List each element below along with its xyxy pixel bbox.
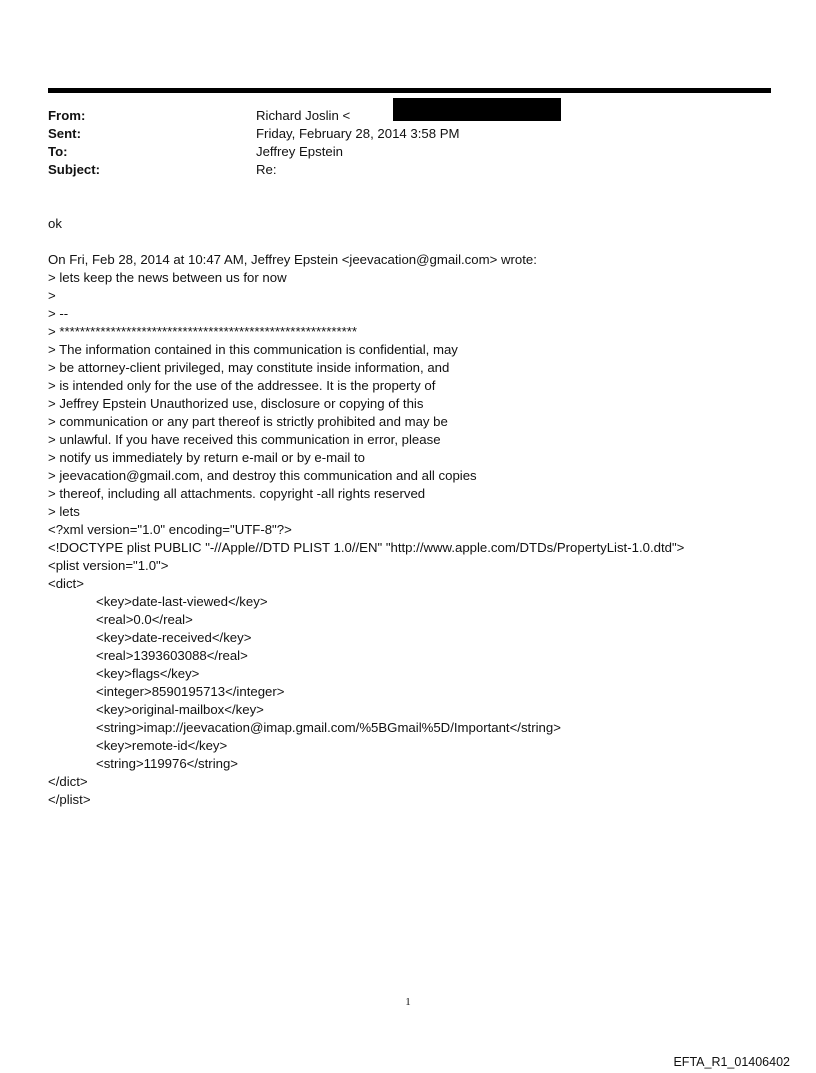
plist-xml xyxy=(48,521,788,809)
quoted-line: > xyxy=(48,288,56,303)
quoted-line: > The information contained in this communication is confidential, may xyxy=(48,342,458,357)
quoted-line: > ********************************************************** xyxy=(48,324,358,339)
subject-row xyxy=(48,161,748,179)
from-value: Richard Joslin < xyxy=(256,108,351,123)
to-value: Jeffrey Epstein xyxy=(256,144,343,159)
redaction-box xyxy=(393,98,561,121)
from-label: From: xyxy=(48,108,86,123)
email-header xyxy=(48,107,748,179)
spacer xyxy=(48,233,788,251)
xml-line: <!DOCTYPE plist PUBLIC "-//Apple//DTD PLIST 1.0//EN" "http://www.apple.com/DTDs/PropertyList-1.0.dtd"> xyxy=(48,540,685,555)
quoted-line: > jeevacation@gmail.com, and destroy this communication and all copies xyxy=(48,468,477,483)
sent-label: Sent: xyxy=(48,126,81,141)
xml-line: <key>date-last-viewed</key> xyxy=(96,594,268,609)
quoted-line: > Jeffrey Epstein Unauthorized use, disclosure or copying of this xyxy=(48,396,424,411)
xml-line: </dict> xyxy=(48,774,88,789)
quoted-line: > communication or any part thereof is strictly prohibited and may be xyxy=(48,414,448,429)
quoted-line: > lets keep the news between us for now xyxy=(48,270,287,285)
email-body xyxy=(48,215,788,809)
xml-line: <?xml version="1.0" encoding="UTF-8"?> xyxy=(48,522,292,537)
xml-line: <key>date-received</key> xyxy=(96,630,252,645)
xml-line: <key>original-mailbox</key> xyxy=(96,702,264,717)
xml-line: <real>0.0</real> xyxy=(96,612,193,627)
xml-line: <plist version="1.0"> xyxy=(48,558,169,573)
to-label: To: xyxy=(48,144,68,159)
quoted-line: > lets xyxy=(48,504,80,519)
xml-line: <dict> xyxy=(48,576,84,591)
quoted-message xyxy=(48,269,788,521)
subject-value: Re: xyxy=(256,162,277,177)
page-number: 1 xyxy=(405,996,411,1008)
xml-line: <string>imap://jeevacation@imap.gmail.com/%5BGmail%5D/Important</string> xyxy=(96,720,561,735)
reply-text: ok xyxy=(48,216,62,231)
xml-line: <key>flags</key> xyxy=(96,666,200,681)
sent-value: Friday, February 28, 2014 3:58 PM xyxy=(256,126,460,141)
xml-line: </plist> xyxy=(48,792,91,807)
to-row xyxy=(48,143,748,161)
subject-label: Subject: xyxy=(48,162,101,177)
xml-line: <integer>8590195713</integer> xyxy=(96,684,285,699)
quote-intro: On Fri, Feb 28, 2014 at 10:47 AM, Jeffrey Epstein <jeevacation@gmail.com> wrote: xyxy=(48,252,537,267)
from-row xyxy=(48,107,748,125)
header-rule xyxy=(48,88,771,93)
quoted-line: > unlawful. If you have received this communication in error, please xyxy=(48,432,441,447)
quoted-line: > -- xyxy=(48,306,69,321)
bates-number: EFTA_R1_01406402 xyxy=(673,1055,790,1069)
quoted-line: > be attorney-client privileged, may constitute inside information, and xyxy=(48,360,450,375)
xml-line: <real>1393603088</real> xyxy=(96,648,248,663)
quoted-line: > notify us immediately by return e-mail or by e-mail to xyxy=(48,450,365,465)
sent-row xyxy=(48,125,748,143)
quoted-line: > is intended only for the use of the addressee. It is the property of xyxy=(48,378,436,393)
quoted-line: > thereof, including all attachments. copyright -all rights reserved xyxy=(48,486,426,501)
xml-line: <string>119976</string> xyxy=(96,756,238,771)
xml-line: <key>remote-id</key> xyxy=(96,738,228,753)
